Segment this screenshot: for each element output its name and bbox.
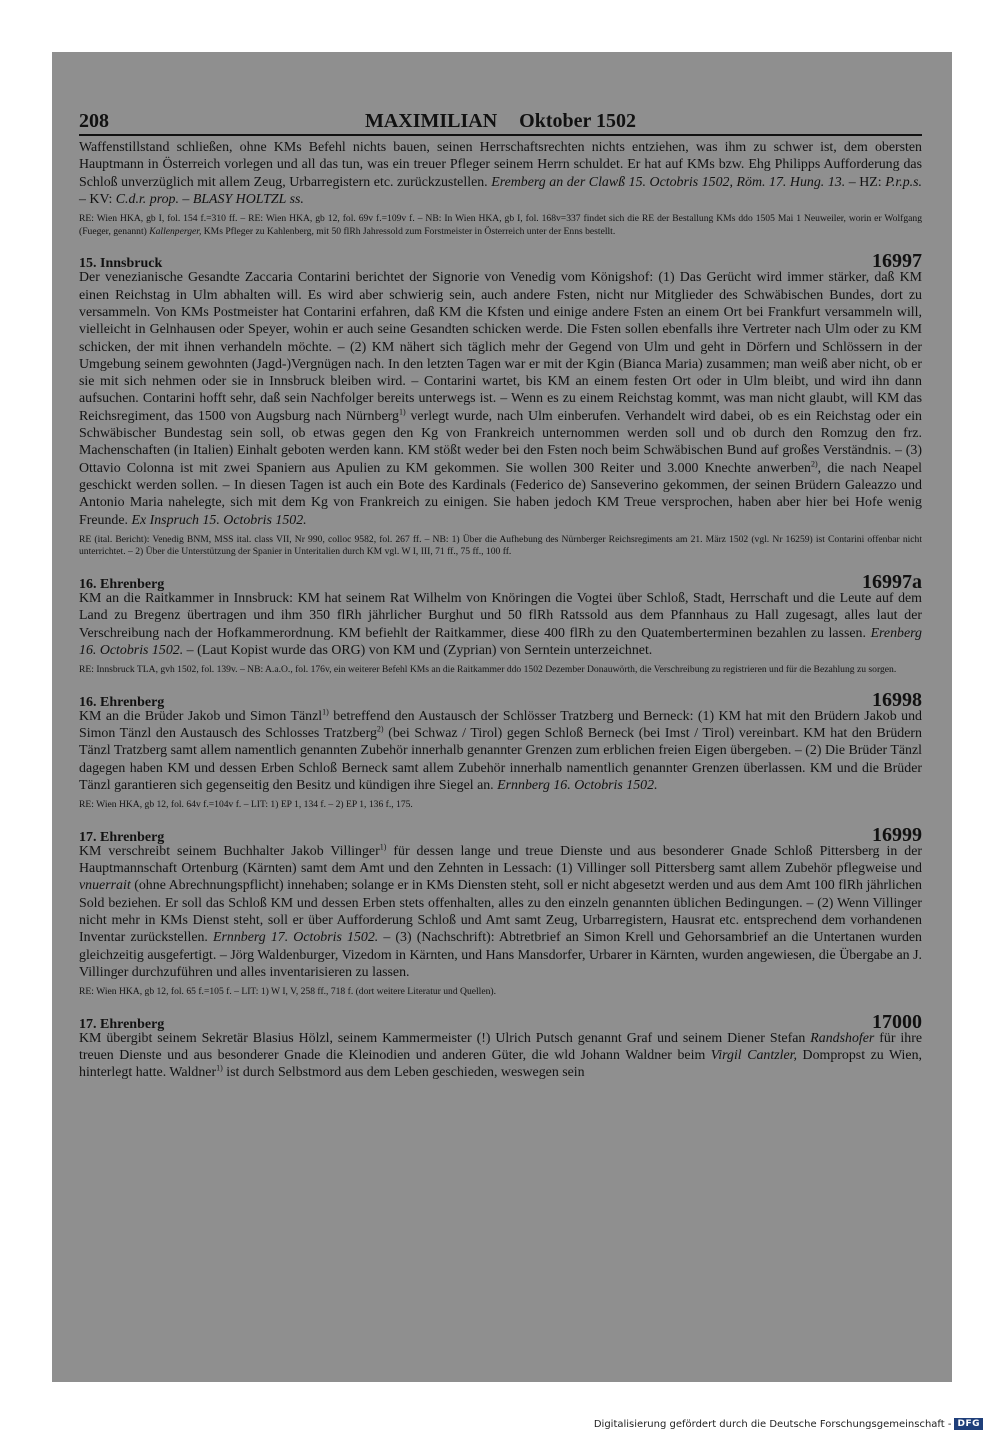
intro-source-b: KMs Pfleger zu Kahlenberg, mit 50 flRh Jahressold zum Forstmeister in Österreich unter der Enns bestellt. [201, 225, 616, 237]
entry-16998 [79, 689, 922, 812]
footnote-mark: 1) [216, 1063, 223, 1073]
intro-hz-label: – HZ: [845, 174, 886, 190]
entry-text-part: , die nach Neapel geschickt werden sollen. – In diesen Tagen ist auch ein Bote des Kardinals (Federico de) Sanseverino gekommen, der seinen Brüdern Galeazzo und Antonio Maria nahelegte, sich mit dem Kg von Frankreich zu einigen. Sie haben jedoch KM Treue versprochen, haben aber hier bei Hofe wenig Freunde. [79, 460, 922, 528]
entry-source: RE (ital. Bericht): Venedig BNM, MSS ital. class VII, Nr 990, colloc 9582, fol. 267 ff. – NB: 1) Über die Aufhebung des Nürnberger Reichsregiments am 21. März 1502 (vgl. Nr 16259) ist Contarini offenbar nicht unterrichtet. – 2) Über die Unterstützung der Spanier in Unteritalien durch KM vgl. W I, III, 71 ff., 75 ff., 100 ff. [79, 533, 922, 558]
entry-number: 16997 [872, 250, 922, 273]
entry-place: 17. Ehrenberg [79, 829, 165, 845]
intro-source-a: RE: Wien HKA, gb I, fol. 154 f.=310 ff. – RE: Wien HKA, gb 12, fol. 69v f.=109v f. – NB: In Wien HKA, gb I, fol. 168v=337 findet sich die RE der Bestallung KMs ddo 1505 Mai 1 Neuweiler, worin er Wolfgang (Fueger, genannt) [79, 213, 922, 237]
intro-text [79, 139, 922, 208]
entry-text-part: Dompropst zu Wien, hinterlegt hatte. Waldner [79, 1048, 922, 1081]
entry-header [79, 571, 922, 594]
entry-source: RE: Wien HKA, gb 12, fol. 65 f.=105 f. – LIT: 1) W I, V, 258 ff., 718 f. (dort weitere Literatur und Quellen). [79, 986, 496, 998]
entry-place: 15. Innsbruck [79, 256, 163, 272]
footnote-mark: 1) [398, 407, 406, 417]
entry-header [79, 250, 922, 273]
entry-number: 17000 [872, 1010, 922, 1033]
entry-text [79, 269, 922, 528]
entry-source: RE: Innsbruck TLA, gvh 1502, fol. 139v. – NB: A.a.O., fol. 176v, ein weiterer Befehl KMs an die Raitkammer ddo 1502 Dezember Donauwörth, die Verschreibung zu registrieren und für die Bezahlung zu sorgen. [79, 664, 897, 676]
entry-text [79, 590, 922, 659]
footnote-mark: 1) [379, 842, 387, 852]
entry-header [79, 823, 922, 846]
entry-text-part: – (Laut Kopist wurde das ORG) von KM und (Zyprian) von Serntein unterzeichnet. [183, 642, 653, 658]
footnote-mark: 2) [376, 724, 384, 734]
entry-text-part: (ohne Abrechnungspflicht) innehaben; solange er in KMs Diensten steht, soll er nicht abgesetzt werden und aus dem Amt 100 flRh jährlichen Sold beziehen. Er soll das Schloß KM und dessen Erben stets offenhalten, alles zu den einzeln genannten üblichen Bedingungen. – (2) Wenn Villinger nicht mehr in KMs Dienst steht, soll er über Aufforderung Schloß und Amt samt Zeug, Urbarregistern, Hausrat etc. entsprechend dem vorhandenen Inventar zurückstellen. [79, 878, 922, 946]
intro-kv-label: – KV: [79, 191, 116, 207]
entry-number: 16997a [862, 571, 922, 594]
entry-text-part: KM an die Raitkammer in Innsbruck: KM hat seinem Rat Wilhelm von Knöringen die Vogtei über Schloß, Stadt, Herrschaft und die Leute auf dem Land zu Bregenz übertragen und ihm 350 flRh jährlicher Burghut und 50 flRh Ratssold aus dem Pfannhaus zu Hall zugesagt, alles laut der Verschreibung nach der Hofkammerordnung. KM befiehlt der Raitkammer, diese 400 flRh zu den Quatemberterminen bezahlen zu lassen. [79, 591, 922, 641]
entry-text-part: verlegt wurde, nach Ulm einberufen. Verhandelt wird dabei, ob es ein Reichstag oder ein Schwäbischer Bundestag sein soll, ob etwas gegen den Kg von Frankreich unternommen werden soll und ob durch den Romzug den frz. Machenschaften (in Italien) Einhalt geboten werden kann. KM stößt weder bei den Fsten noch beim Schwäbischen Bund auf großes Verständnis. – (3) Ottavio Colonna ist mit zwei Spaniern aus Apulien zu KM gekommen. Sie wollen 300 Reiter und 3.000 Knechte anwerben [79, 408, 923, 476]
entry-place: 16. Ehrenberg [79, 694, 165, 710]
entry-number: 16998 [872, 688, 922, 711]
footer-text: Digitalisierung gefördert durch die Deutsche Forschungsgemeinschaft - [593, 1418, 952, 1430]
entry-italic-name: Virgil Cantzler, [710, 1048, 797, 1064]
intro-kv: C.d.r. prop. – BLASY HOLTZL ss. [115, 191, 304, 207]
entry-text [79, 843, 922, 981]
dfg-logo[interactable]: DFG [954, 1418, 983, 1430]
entry-text [79, 708, 922, 794]
entry-dating: Ex Inspruch 15. Octobris 1502. [131, 512, 307, 528]
page-number: 208 [79, 110, 109, 132]
intro-hz: P.r.p.s. [885, 174, 922, 190]
entry-dating: Ernnberg 17. Octobris 1502. [213, 930, 379, 946]
entry-header [79, 688, 922, 711]
entry-text-part: KM verschreibt seinem Buchhalter Jakob Villinger [79, 843, 380, 859]
entry-text-part: ist durch Selbstmord aus dem Leben geschieden, weswegen sein [222, 1065, 585, 1081]
entry-place: 17. Ehrenberg [79, 1016, 165, 1032]
entry-16997 [79, 250, 922, 559]
entry-16999 [79, 824, 922, 999]
entry-place: 16. Ehrenberg [79, 577, 165, 593]
entry-text-part: KM übergibt seinem Sekretär Blasius Hölzl, seinem Kammermeister (!) Ulrich Putsch genannt Graf und seinem Diener Stefan [79, 1030, 811, 1046]
entry-text-part: für dessen lange und treue Dienste und aus besonderer Gnade Schloß Pittersberg in der Hauptmannschaft Ortenburg (Kärnten) samt dem Amt und den Zehnten in Lessach: (1) Villinger soll Pittersberg samt allem Zubehör pflegweise und [79, 843, 922, 877]
footnote-mark: 2) [810, 459, 818, 469]
entry-text-part: – (3) (Nachschrift): Abtretbrief an Simon Krell und Gehorsambrief an die Untertanen wurden gleichzeitig ausgefertigt. – Jörg Waldenburger, Vizedom in Kärnten, und Hans Mansdorfer, Urbarer in Kärnten, wurden angewiesen, die Übergabe an J. Villinger durchzuführen und alles inventarisieren zu lassen. [79, 930, 923, 980]
entry-text-part: (bei Schwaz / Tirol) gegen Schloß Berneck (bei Imst / Tirol) vereinbart. KM hat den Brüdern Tänzl Tratzberg samt allem namentlich genannten Zubehör innerhalb genannter Grenzen zum erblichen freien Eigen übergeben. – (2) Die Brüder Tänzl dagegen haben KM und dessen Erben Schloß Berneck samt allem Zubehör innerhalb namentlich genannter Grenzen überlassen. KM und die Brüder Tänzl garantieren sich gegenseitig den Besitz und kündigen ihre Siegel an. [79, 726, 922, 793]
running-title [79, 110, 922, 133]
running-title-date: Oktober 1502 [519, 110, 637, 132]
page-sheet [52, 52, 952, 1382]
entry-dating: Erenberg 16. Octobris 1502. [79, 625, 922, 658]
entry-text [79, 1030, 922, 1082]
funding-footer [594, 1418, 983, 1430]
page-content [79, 52, 922, 1082]
entry-text-part: Der venezianische Gesandte Zaccaria Contarini berichtet der Signorie von Venedig vom Königshof: (1) Das Gerücht wird immer stärker, daß KM einen Reichstag in Ulm abhalten will. Es wird aber schwierig sein, auch andere Fsten, nicht nur Mitglieder des Schwäbischen Bundes, dort zu versammeln. Von KMs Postmeister hat Contarini erfahren, daß KM die Kfsten und einige andere Fsten an einem Ort bei Frankfurt versammeln will, vielleicht in Gelnhausen oder Speyer, wohin er auch seine Gesandten schicken werde. Die Fsten sollen ebenfalls ihre Vertreter nach Ulm oder zu KM schicken, der mit ihnen verhandeln möchte. – (2) KM nähert sich täglich mehr der Gegend von Ulm und geht in Dörfern und Schlössern in der Umgebung seinem gewohnten (Jagd-)Vergnügen nach. In den letzten Tagen war er mit der Kgin (Bianca Maria) zusammen; man weiß aber nicht, ob er sie mit sich nehmen oder sie in Innsbruck bleiben wird. – Contarini wartet, bis KM an einem festen Ort oder in Ulm bleibt, und wird ihn dann aufsuchen. Contarini hofft sehr, daß sein Nachfolger bereits unterwegs ist. – Wenn es zu einem Reichstag kommt, was man nicht glaubt, will KM das Reichsregiment, das 1500 von Augsburg nach Nürnberg [79, 270, 922, 424]
running-title-name: MAXIMILIAN [364, 110, 498, 132]
entry-dating: Ernnberg 16. Octobris 1502. [497, 777, 658, 793]
entry-text-part: betreffend den Austausch der Schlösser Tratzberg und Berneck: (1) KM hat mit den Brüdern Jakob und Simon Tänzl den Austausch des Schlosses Tratzberg [79, 708, 922, 742]
footnote-mark: 1) [322, 707, 329, 717]
intro-source [79, 213, 922, 238]
intro-source-italic: Kallenperger, [149, 225, 202, 237]
entry-source: RE: Wien HKA, gb 12, fol. 64v f.=104v f. – LIT: 1) EP 1, 134 f. – 2) EP 1, 136 f., 175. [79, 799, 413, 811]
intro-continuation [79, 139, 922, 238]
running-header [79, 52, 922, 136]
entry-italic-name: Randshofer [810, 1030, 875, 1046]
entry-header [79, 1010, 922, 1033]
entry-italic-term: vnuerrait [79, 878, 131, 894]
entry-number: 16999 [872, 823, 922, 846]
entry-text-part: KM an die Brüder Jakob und Simon Tänzl [79, 708, 323, 724]
intro-body: Waffenstillstand schließen, ohne KMs Befehl nichts bauen, seinen Herrschaftsrechten nichts entziehen, was ihm zu schwer ist, dem obersten Hauptmann in Österreich vorlegen und all das tun, was ein treuer Pfleger seinem Herrn schuldet. Er hat auf KMs bzw. Ehg Philipps Aufforderung das Schloß unverzüglich mit allem Zeug, Urbarregistern etc. zurückzustellen. [79, 140, 922, 190]
entry-16997a [79, 571, 922, 677]
entry-17000 [79, 1011, 922, 1082]
entry-text-part: für ihre treuen Dienste und aus besonderer Gnade die Kleinodien und anderen Güter, die wld Johann Waldner beim [79, 1030, 922, 1064]
intro-dating: Eremberg an der Clawß 15. Octobris 1502, Röm. 17. Hung. 13. [491, 174, 846, 190]
